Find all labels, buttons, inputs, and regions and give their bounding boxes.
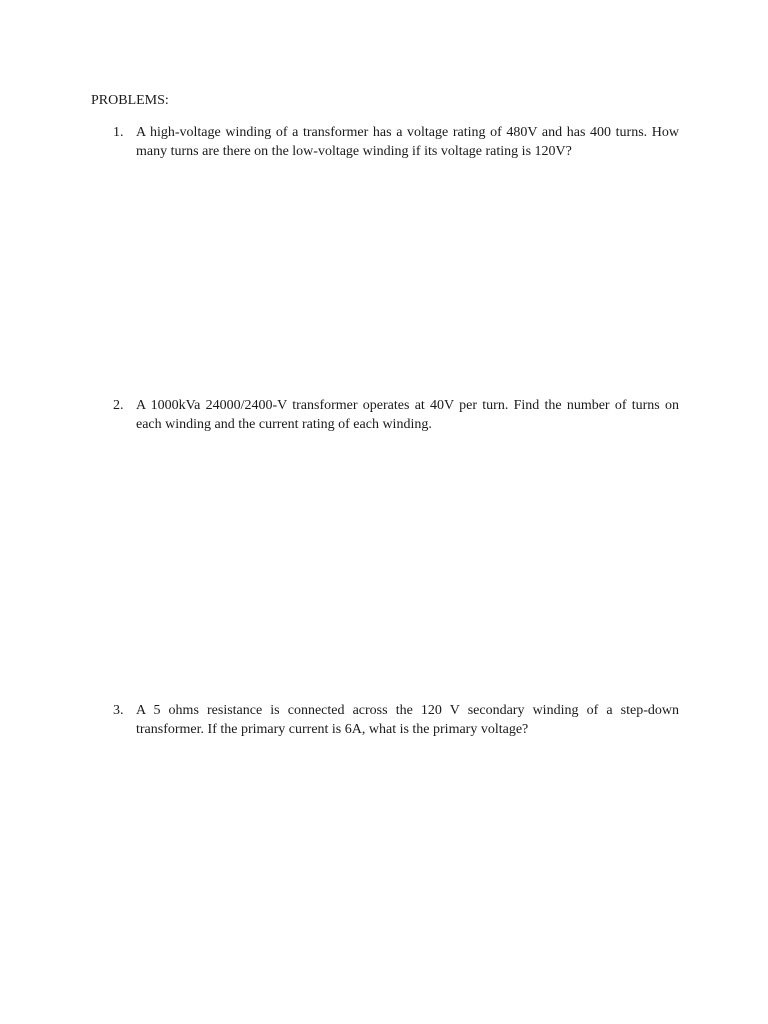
problem-number: 1. <box>113 125 124 140</box>
problem-text: A high-voltage winding of a transformer has a voltage rating of 480V and has 400 turns. How many turns are there on the low-voltage winding if its voltage rating is 120V? <box>136 125 679 159</box>
problem-item <box>113 396 679 434</box>
problem-number: 3. <box>113 703 124 718</box>
page-heading: PROBLEMS: <box>91 93 169 108</box>
problem-number: 2. <box>113 398 124 413</box>
problem-text: A 1000kVa 24000/2400-V transformer operates at 40V per turn. Find the number of turns on each winding and the current rating of each winding. <box>136 398 679 432</box>
problem-item <box>113 701 679 739</box>
problem-item <box>113 123 679 161</box>
problem-text: A 5 ohms resistance is connected across the 120 V secondary winding of a step-down transformer. If the primary current is 6A, what is the primary voltage? <box>136 703 679 737</box>
